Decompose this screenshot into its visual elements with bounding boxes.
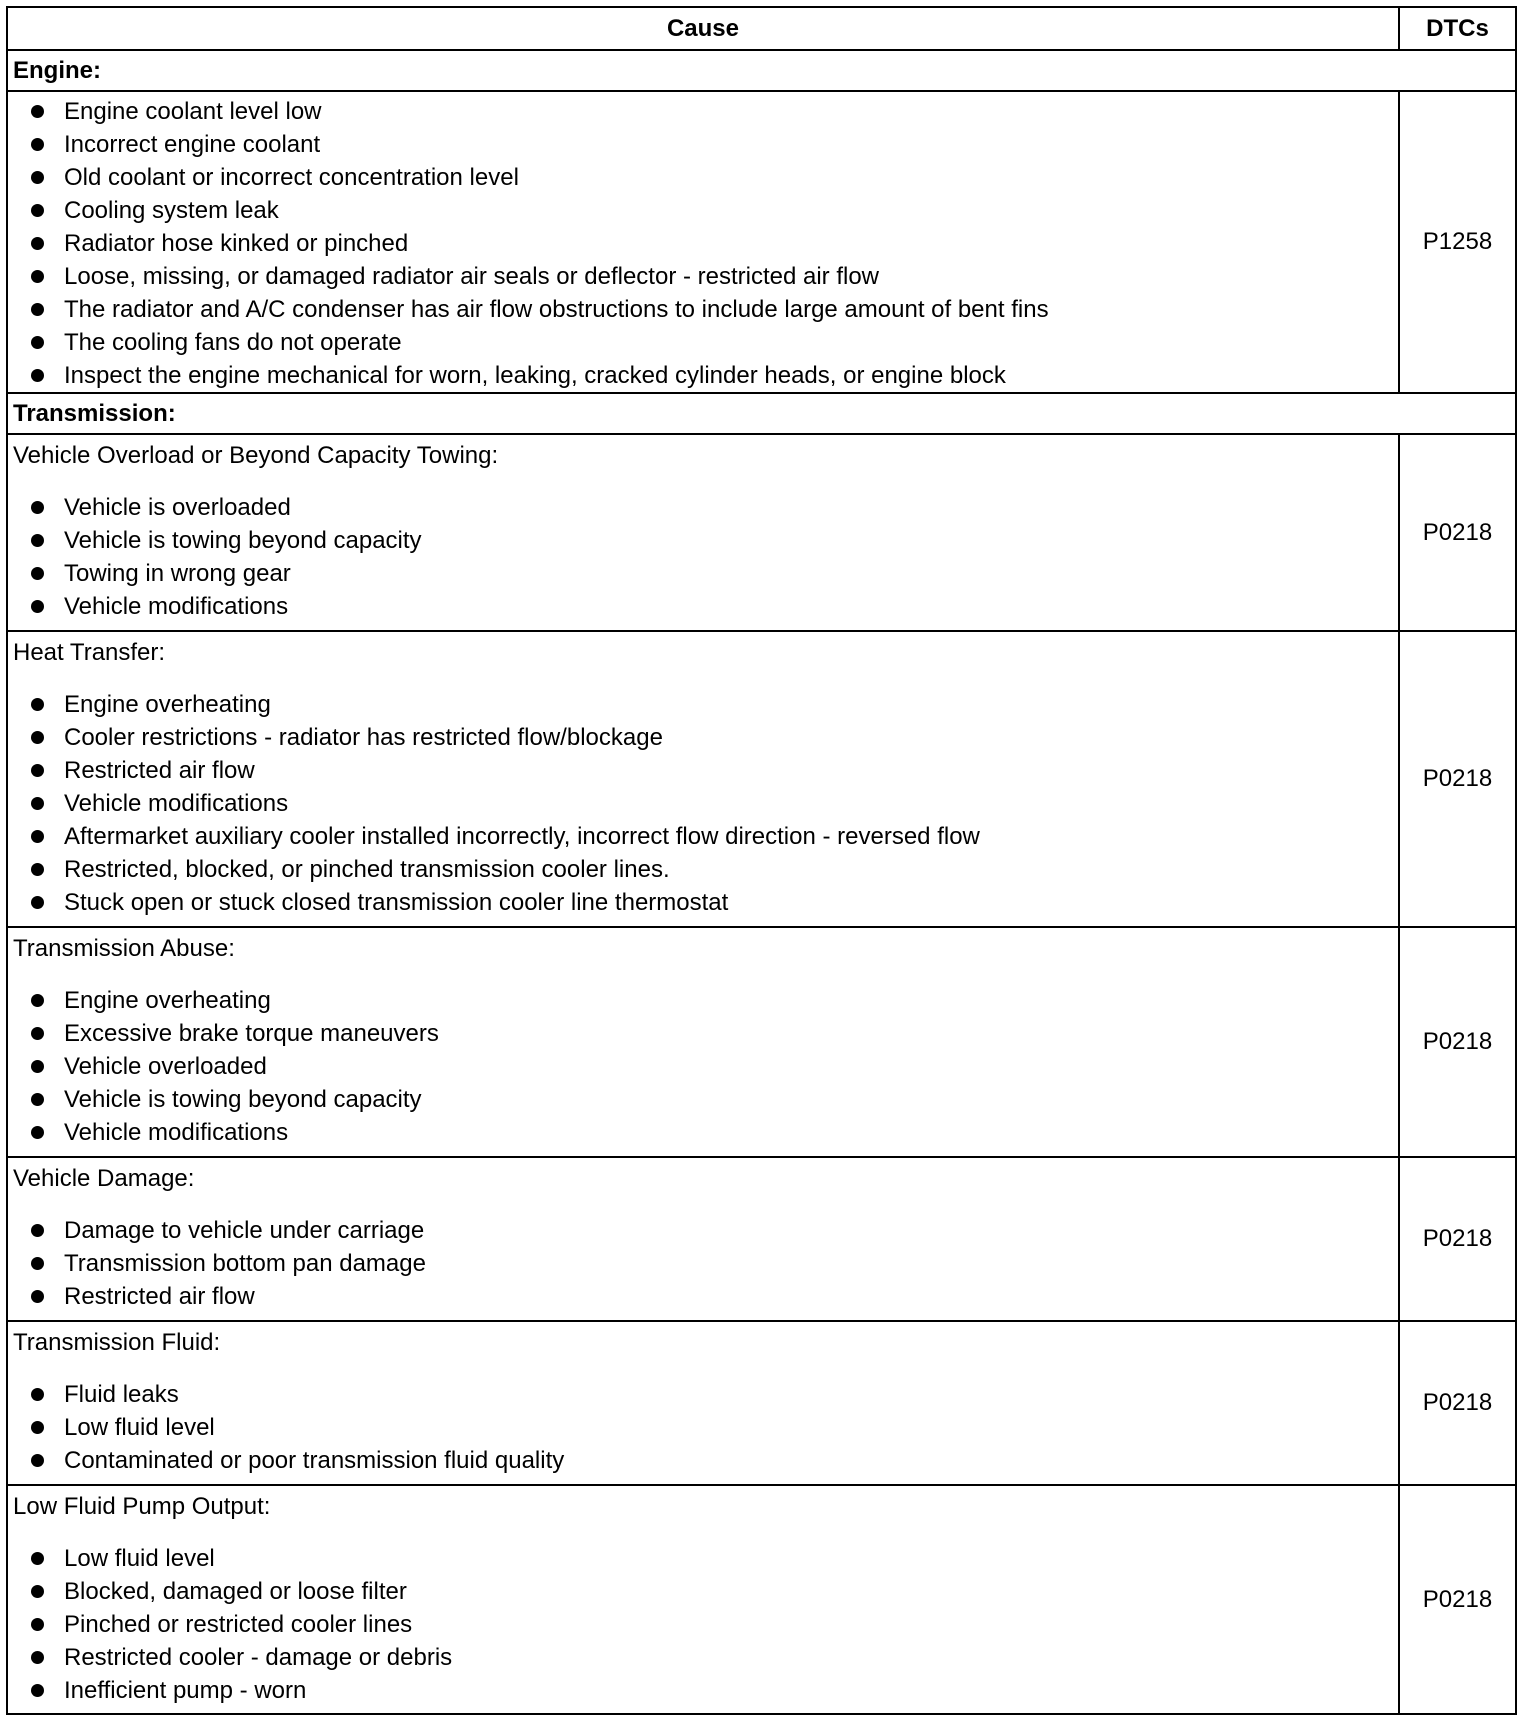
cause-cell <box>7 1485 1399 1714</box>
dtc-cell-engine: P1258 <box>1399 91 1516 393</box>
list-item: Vehicle overloaded <box>8 1050 1398 1083</box>
section-title-engine: Engine: <box>7 50 1516 91</box>
list-item: Engine coolant level low <box>8 95 1398 128</box>
cause-header: Cause <box>7 7 1399 50</box>
list-item: Radiator hose kinked or pinched <box>8 227 1398 260</box>
cause-cell-engine <box>7 91 1399 393</box>
table-row <box>7 1321 1516 1485</box>
list-item: Cooler restrictions - radiator has restricted flow/blockage <box>8 721 1398 754</box>
section-row-engine <box>7 50 1516 91</box>
list-item: Vehicle modifications <box>8 787 1398 820</box>
list-item: Incorrect engine coolant <box>8 128 1398 161</box>
dtc-cell: P0218 <box>1399 631 1516 927</box>
section-title-transmission: Transmission: <box>7 393 1516 434</box>
cause-cell <box>7 1157 1399 1321</box>
list-item: Blocked, damaged or loose filter <box>8 1575 1398 1608</box>
table-row <box>7 927 1516 1157</box>
bullet-list <box>8 92 1398 392</box>
dtc-cell: P0218 <box>1399 1157 1516 1321</box>
dtc-cell: P0218 <box>1399 927 1516 1157</box>
list-item: Restricted, blocked, or pinched transmission cooler lines. <box>8 853 1398 886</box>
dtc-cell: P0218 <box>1399 1321 1516 1485</box>
table-row <box>7 434 1516 631</box>
list-item: Damage to vehicle under carriage <box>8 1214 1398 1247</box>
list-item: Loose, missing, or damaged radiator air seals or deflector - restricted air flow <box>8 260 1398 293</box>
list-item: Towing in wrong gear <box>8 557 1398 590</box>
bullet-list <box>8 1522 1398 1709</box>
list-item: Vehicle is towing beyond capacity <box>8 1083 1398 1116</box>
list-item: Engine overheating <box>8 688 1398 721</box>
dtcs-header: DTCs <box>1399 7 1516 50</box>
table-row <box>7 1485 1516 1714</box>
list-item: Excessive brake torque maneuvers <box>8 1017 1398 1050</box>
list-item: Cooling system leak <box>8 194 1398 227</box>
list-item: Restricted cooler - damage or debris <box>8 1641 1398 1674</box>
list-item: Pinched or restricted cooler lines <box>8 1608 1398 1641</box>
bullet-list <box>8 1194 1398 1315</box>
bullet-list <box>8 668 1398 921</box>
section-row-transmission <box>7 393 1516 434</box>
list-item: The cooling fans do not operate <box>8 326 1398 359</box>
list-item: Inspect the engine mechanical for worn, leaking, cracked cylinder heads, or engine block <box>8 359 1398 392</box>
list-item: Inefficient pump - worn <box>8 1674 1398 1707</box>
bullet-list <box>8 471 1398 625</box>
bullet-list <box>8 1358 1398 1479</box>
bullet-list <box>8 964 1398 1151</box>
header-row <box>7 7 1516 50</box>
group-title: Transmission Abuse: <box>13 935 235 962</box>
list-item: Aftermarket auxiliary cooler installed incorrectly, incorrect flow direction - reversed flow <box>8 820 1398 853</box>
table-row-engine <box>7 91 1516 393</box>
list-item: Vehicle is towing beyond capacity <box>8 524 1398 557</box>
group-title: Transmission Fluid: <box>13 1329 221 1356</box>
dtc-cell: P0218 <box>1399 1485 1516 1714</box>
cause-dtc-table <box>6 6 1517 1715</box>
list-item: Old coolant or incorrect concentration level <box>8 161 1398 194</box>
cause-cell <box>7 631 1399 927</box>
table-row <box>7 631 1516 927</box>
group-title: Heat Transfer: <box>13 639 166 666</box>
list-item: Engine overheating <box>8 984 1398 1017</box>
cause-cell <box>7 927 1399 1157</box>
document-page <box>6 6 1515 1715</box>
list-item: Low fluid level <box>8 1411 1398 1444</box>
table-row <box>7 1157 1516 1321</box>
list-item: Transmission bottom pan damage <box>8 1247 1398 1280</box>
list-item: Vehicle modifications <box>8 590 1398 623</box>
list-item: Contaminated or poor transmission fluid quality <box>8 1444 1398 1477</box>
list-item: Restricted air flow <box>8 754 1398 787</box>
dtc-cell: P0218 <box>1399 434 1516 631</box>
list-item: Fluid leaks <box>8 1378 1398 1411</box>
list-item: Restricted air flow <box>8 1280 1398 1313</box>
cause-cell <box>7 1321 1399 1485</box>
cause-cell <box>7 434 1399 631</box>
list-item: Stuck open or stuck closed transmission cooler line thermostat <box>8 886 1398 919</box>
list-item: Vehicle is overloaded <box>8 491 1398 524</box>
list-item: The radiator and A/C condenser has air flow obstructions to include large amount of bent fins <box>8 293 1398 326</box>
group-title: Vehicle Damage: <box>13 1165 195 1192</box>
group-title: Vehicle Overload or Beyond Capacity Towing: <box>13 442 499 469</box>
list-item: Low fluid level <box>8 1542 1398 1575</box>
group-title: Low Fluid Pump Output: <box>13 1493 271 1520</box>
list-item: Vehicle modifications <box>8 1116 1398 1149</box>
